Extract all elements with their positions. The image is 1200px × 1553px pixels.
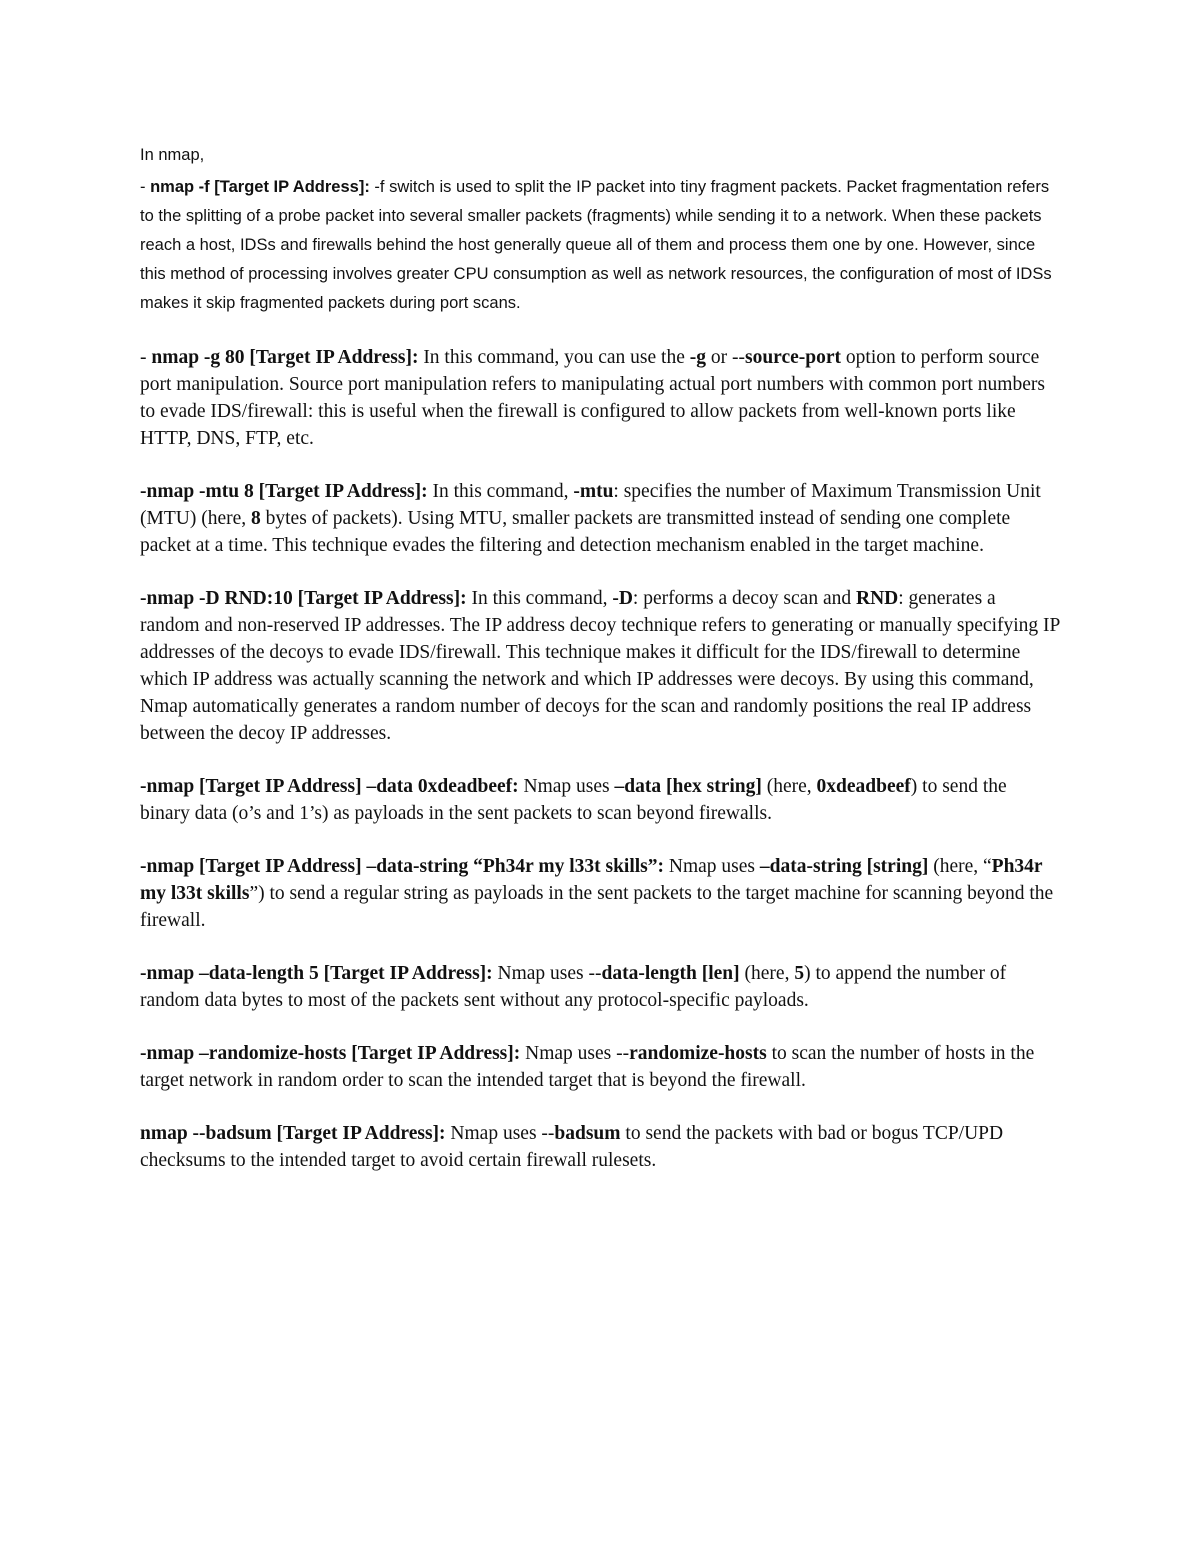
paragraph xyxy=(140,1120,1060,1174)
bold-text: RND xyxy=(856,588,899,609)
body-text: to send the packets with bad or bogus TCP/UPD checksums to the intended target to avoid certain firewall rulesets. xyxy=(140,1123,1004,1171)
bold-text: -D xyxy=(612,588,633,609)
body-text: (here, xyxy=(739,963,795,984)
bold-text: source-port xyxy=(745,347,842,368)
bold-text: -nmap –data-length 5 [Target IP Address]: xyxy=(140,963,493,984)
paragraph xyxy=(140,960,1060,1014)
bold-text: 5 xyxy=(794,963,805,984)
body-text: - xyxy=(140,178,151,196)
bold-text: -nmap -D RND:10 [Target IP Address]: xyxy=(140,588,467,609)
bold-text: nmap -g 80 [Target IP Address]: xyxy=(151,347,419,368)
bold-text: randomize-hosts xyxy=(629,1043,767,1064)
bold-text: nmap --badsum [Target IP Address]: xyxy=(140,1123,446,1144)
body-text: to scan the number of hosts in the target network in random order to scan the intended target that is beyond the firewall. xyxy=(140,1043,1035,1091)
bold-text: -nmap –randomize-hosts [Target IP Address]: xyxy=(140,1043,521,1064)
bold-text: -nmap [Target IP Address] –data-string “Ph34r my l33t skills”: xyxy=(140,856,665,877)
paragraph xyxy=(140,478,1060,559)
bold-text: -mtu xyxy=(573,481,614,502)
body-text: or -- xyxy=(706,347,745,368)
paragraph xyxy=(140,773,1060,827)
body-text: Nmap uses -- xyxy=(520,1043,630,1064)
body-text: ) to send the binary data (o’s and 1’s) as payloads in the sent packets to scan beyond firewalls. xyxy=(140,776,1007,824)
body-text: option to perform source port manipulation. Source port manipulation refers to manipulating actual port numbers with common port numbers to evade IDS/firewall: this is useful when the firewall is configured to allow packets from well-known ports like HTTP, DNS, FTP, etc. xyxy=(140,347,1045,449)
body-text: bytes of packets). Using MTU, smaller packets are transmitted instead of sending one complete packet at a time. This technique evades the filtering and detection mechanism enabled in the target machine. xyxy=(140,508,1011,556)
body-text: (here, xyxy=(761,776,817,797)
bold-text: 0xdeadbeef xyxy=(816,776,911,797)
paragraph xyxy=(140,173,1060,318)
body-text: ) to append the number of random data bytes to most of the packets sent without any protocol-specific payloads. xyxy=(140,963,1007,1011)
bold-text: –data-string [string] xyxy=(759,856,929,877)
body-text: : generates a random and non-reserved IP addresses. The IP address decoy technique refers to generating or manually specifying IP addresses of the decoys to evade IDS/firewall. This technique makes it difficult for the IDS/firewall to determine which IP address was actually scanning the network and which IP addresses were decoys. By using this command, Nmap automatically generates a random number of decoys for the scan and randomly positions the real IP address between the decoy IP addresses. xyxy=(140,588,1060,744)
body-text: : performs a decoy scan and xyxy=(632,588,856,609)
bold-text: data-length [len] xyxy=(601,963,740,984)
bold-text: -g xyxy=(689,347,707,368)
bold-text: –data [hex string] xyxy=(614,776,762,797)
bold-text: -nmap [Target IP Address] –data 0xdeadbeef: xyxy=(140,776,519,797)
body-text: In this command, xyxy=(427,481,574,502)
body-text: (here, “ xyxy=(928,856,992,877)
intro-line: In nmap, xyxy=(140,146,205,164)
paragraph-list xyxy=(140,173,1060,1174)
bold-text: 8 xyxy=(251,508,261,529)
body-text: : specifies the number of Maximum Transmission Unit (MTU) (here, xyxy=(140,481,1041,529)
bold-text: -nmap -mtu 8 [Target IP Address]: xyxy=(140,481,428,502)
body-text: Nmap uses xyxy=(518,776,615,797)
paragraph xyxy=(140,853,1060,934)
body-text: Nmap uses -- xyxy=(492,963,602,984)
bold-text: nmap -f [Target IP Address]: xyxy=(150,178,370,196)
bold-text: Ph34r my l33t skills xyxy=(140,856,1043,904)
bold-text: badsum xyxy=(554,1123,621,1144)
body-text: In this command, you can use the xyxy=(418,347,690,368)
body-text: In this command, xyxy=(466,588,613,609)
document-page xyxy=(140,141,1060,1200)
body-text: Nmap uses xyxy=(664,856,760,877)
paragraph xyxy=(140,344,1060,452)
body-text: ”) to send a regular string as payloads in the sent packets to the target machine for scanning beyond the firewall. xyxy=(140,883,1054,931)
body-text: Nmap uses -- xyxy=(445,1123,555,1144)
body-text: - xyxy=(140,347,152,368)
paragraph xyxy=(140,1040,1060,1094)
paragraph xyxy=(140,585,1060,747)
body-text: -f switch is used to split the IP packet into tiny fragment packets. Packet fragmentation refers to the splitting of a probe packet into several smaller packets (fragments) while sending it to a network. When these packets reach a host, IDSs and firewalls behind the host generally queue all of them and process them one by one. However, since this method of processing involves greater CPU consumption as well as network resources, the configuration of most of IDSs makes it skip fragmented packets during port scans. xyxy=(140,178,1052,312)
